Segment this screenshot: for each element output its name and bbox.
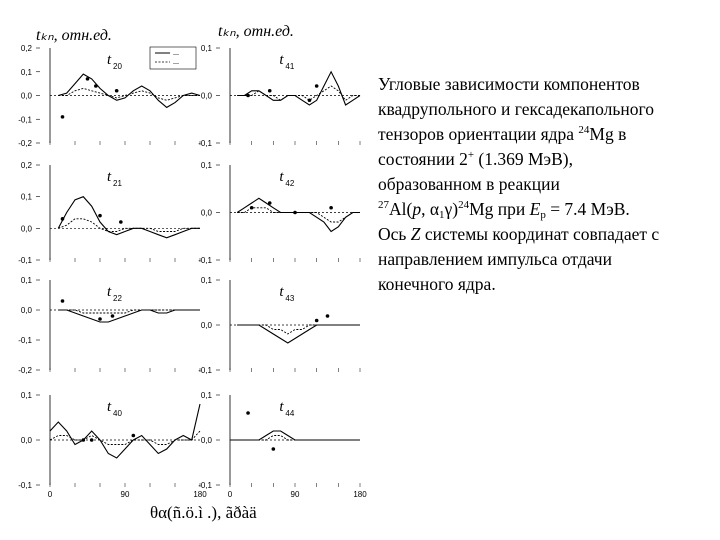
panel-component-label: t [107, 399, 112, 415]
isotope-mass: 24 [458, 199, 470, 211]
caption-text: Al( [389, 199, 413, 219]
y-tick-label: 0,1 [20, 391, 32, 400]
panel-component-label: t [279, 169, 284, 185]
series-line-dashed [237, 325, 360, 334]
data-point [329, 206, 333, 210]
caption-line-8: направлением импульса отдачи [378, 249, 612, 269]
caption-line-6 [378, 197, 708, 222]
caption-text: γ) [444, 199, 459, 219]
caption-line-4 [378, 147, 708, 172]
panel-component-index: 43 [285, 294, 295, 303]
caption-text: (1.369 МэВ), [474, 149, 573, 169]
series-line-solid [237, 325, 360, 343]
y-tick-label: 0,2 [20, 44, 32, 53]
y-tick-label: 0,0 [200, 91, 212, 101]
y-tick-label: -0,2 [18, 366, 32, 375]
data-point [268, 201, 272, 205]
panel-component-index: 22 [113, 294, 122, 303]
y-tick-label: 0,1 [200, 44, 212, 53]
y-tick-label: -0,1 [18, 336, 32, 345]
panel-component-label: t [279, 52, 284, 68]
y-tick-label: 0,0 [20, 436, 32, 445]
data-point [86, 77, 90, 81]
y-tick-label: 0,0 [20, 306, 32, 315]
y-tick-label: -0,1 [18, 115, 32, 125]
series-line-dashed [58, 88, 200, 100]
panel-component-index: 40 [113, 409, 122, 418]
y-tick-label: 0,0 [200, 321, 212, 330]
data-point [94, 84, 98, 88]
series-line-dashed [237, 208, 360, 222]
y-tick-label: -0,1 [198, 139, 212, 148]
series-line-dashed [50, 431, 200, 445]
x-tick-label: 180 [353, 490, 367, 499]
panel-component-index: 42 [285, 179, 295, 188]
panel-component-index: 41 [285, 62, 295, 71]
caption-line-5: образованном в реакции [378, 174, 560, 194]
panel-component-index: 21 [113, 179, 122, 188]
legend-solid-label: --- [173, 52, 179, 58]
series-line-solid [58, 197, 200, 238]
y-tick-label: 0,1 [200, 391, 212, 400]
caption-text: состоянии 2 [378, 149, 468, 169]
caption-line-3 [378, 122, 708, 147]
y-tick-label: 0,0 [200, 208, 212, 218]
y-tick-label: 0,0 [20, 91, 32, 101]
y-tick-label: 0,2 [20, 161, 32, 170]
data-point [315, 84, 319, 88]
data-point [61, 217, 65, 221]
y-tick-label: -0,1 [198, 366, 212, 375]
y-tick-label: -0,1 [18, 256, 32, 265]
legend-dashed-label: --- [173, 61, 179, 67]
figure-caption [378, 72, 708, 297]
caption-line-2: квадрупольного и гексадекапольного [378, 99, 654, 119]
data-point [326, 314, 330, 318]
data-point [132, 434, 136, 438]
caption-italic: Z [410, 224, 421, 244]
series-line-dashed [230, 436, 360, 441]
series-line-solid [50, 404, 200, 458]
isotope-mass: 24 [578, 124, 590, 136]
y-unit-label-left: tₖₙ, отн.ед. [36, 27, 112, 44]
y-tick-label: -0,1 [198, 481, 212, 490]
data-point [250, 206, 254, 210]
panel-component-label: t [279, 399, 284, 415]
data-point [98, 214, 102, 218]
y-tick-label: 0,1 [200, 161, 212, 170]
panel-component-label: t [107, 169, 112, 185]
caption-italic: E [529, 199, 541, 219]
x-tick-label: 180 [193, 490, 207, 499]
y-tick-label: 0,1 [20, 192, 32, 202]
y-tick-label: 0,0 [20, 224, 32, 234]
panel-component-index: 44 [285, 409, 295, 418]
caption-text: Mg в [589, 124, 627, 144]
caption-text: = 7.4 МэВ. [545, 199, 630, 219]
data-point [111, 314, 115, 318]
x-tick-label: 90 [120, 490, 130, 499]
data-point [90, 438, 94, 442]
caption-text: Mg при [469, 199, 530, 219]
data-point [246, 411, 250, 415]
x-tick-label: 0 [227, 490, 233, 499]
data-point [308, 98, 312, 102]
data-point [293, 211, 297, 215]
y-tick-label: -0,1 [198, 256, 212, 265]
caption-text: , α [421, 199, 439, 219]
y-tick-label: 0,1 [20, 276, 32, 285]
y-tick-label: 0,1 [20, 67, 32, 77]
series-line-solid [230, 431, 360, 440]
x-axis-label: θα(ñ.ö.ì .), ãðàä [150, 503, 257, 522]
caption-italic: p [412, 199, 422, 219]
x-tick-label: 90 [290, 490, 300, 499]
y-tick-label: -0,1 [18, 481, 32, 490]
parity-sign: + [467, 149, 475, 161]
data-point [272, 447, 276, 451]
panel-component-label: t [107, 284, 112, 300]
caption-text: тензоров ориентации ядра [378, 124, 579, 144]
data-point [119, 220, 123, 224]
caption-subscript: 1 [439, 209, 445, 221]
caption-line-1: Угловые зависимости компонентов [378, 74, 640, 94]
panel-component-label: t [107, 52, 112, 68]
caption-line-7 [378, 222, 708, 247]
caption-subscript: p [540, 209, 546, 221]
x-tick-label: 0 [47, 490, 53, 499]
caption-text: Ось [378, 224, 411, 244]
y-unit-label-right: tₖₙ, отн.ед. [218, 23, 294, 40]
data-point [268, 89, 272, 93]
y-tick-label: 0,0 [200, 436, 212, 445]
data-point [61, 115, 65, 119]
series-line-solid [237, 198, 360, 231]
caption-text: системы координат совпадает с [420, 224, 660, 244]
y-tick-label: 0,1 [200, 276, 212, 285]
caption-line-9: конечного ядра. [378, 274, 496, 294]
panel-component-label: t [279, 284, 284, 300]
y-tick-label: -0,2 [18, 139, 32, 148]
data-point [82, 438, 86, 442]
panel-component-index: 20 [113, 62, 122, 71]
data-point [246, 94, 250, 98]
data-point [315, 319, 319, 323]
data-point [115, 89, 119, 93]
isotope-mass: 27 [378, 199, 389, 211]
data-point [98, 317, 102, 321]
series-line-solid [58, 74, 200, 107]
series-line-solid [237, 72, 360, 105]
data-point [61, 299, 65, 303]
